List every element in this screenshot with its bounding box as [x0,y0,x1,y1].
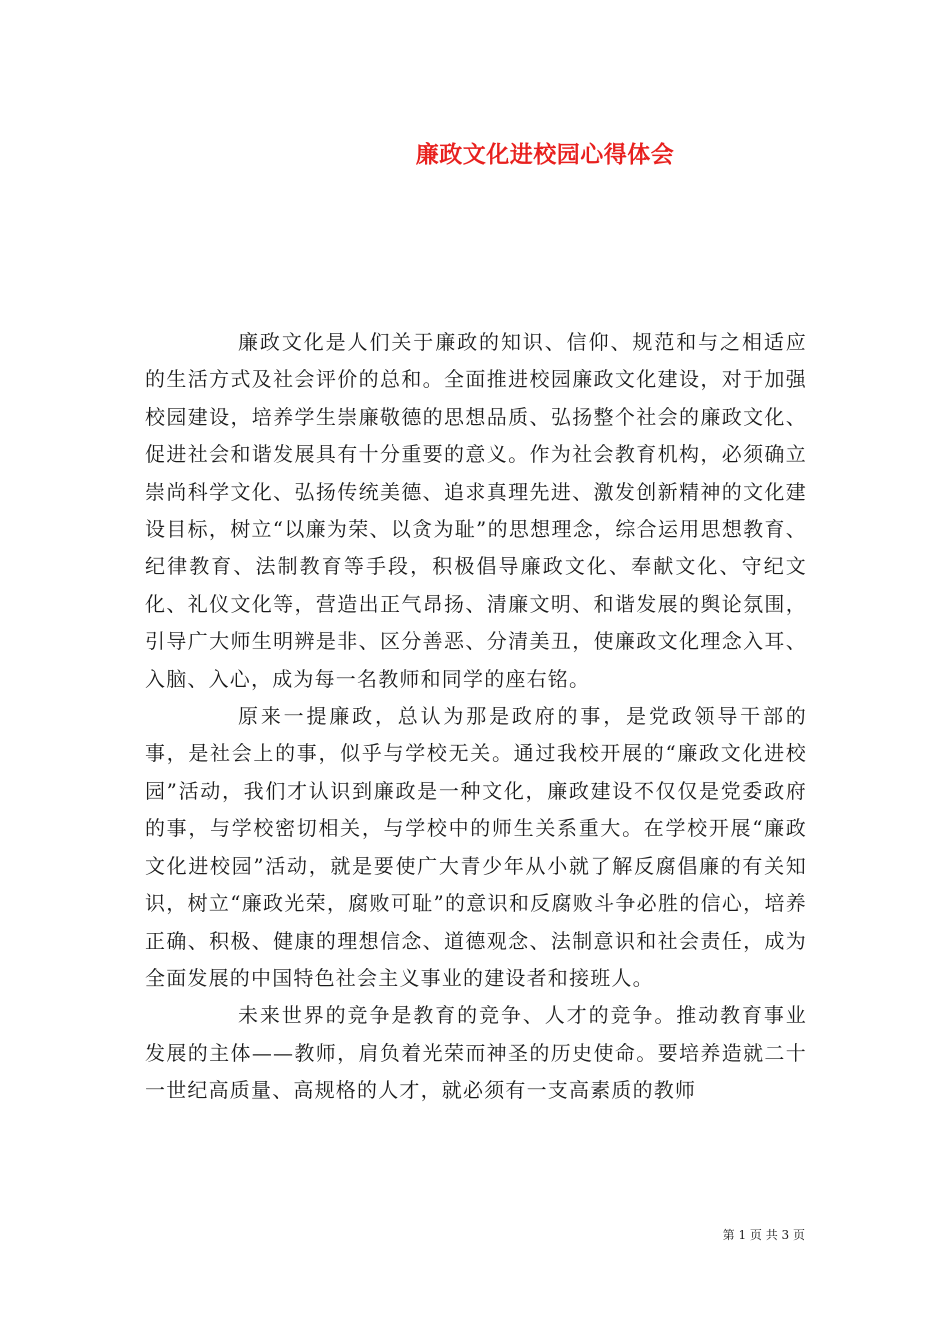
paragraph-3: 未来世界的竞争是教育的竞争、人才的竞争。推动教育事业发展的主体——教师，肩负着光荣而神圣的历史使命。要培养造就二十一世纪高质量、高规格的人才，就必须有一支高素质的教师 [145,1003,807,1103]
document-title: 廉政文化进校园心得体会 [415,141,675,168]
paragraph-1: 廉政文化是人们关于廉政的知识、信仰、规范和与之相适应的生活方式及社会评价的总和。全面推进校园廉政文化建设，对于加强校园建设，培养学生崇廉敬德的思想品质、弘扬整个社会的廉政文化、促进社会和谐发展具有十分重要的意义。作为社会教育机构，必须确立崇尚科学文化、弘扬传统美德、追求真理先进、激发创新精神的文化建设目标，树立“以廉为荣、以贪为耻”的思想理念，综合运用思想教育、纪律教育、法制教育等手段，积极倡导廉政文化、奉献文化、守纪文化、礼仪文化等，营造出正气昂扬、清廉文明、和谐发展的舆论氛围，引导广大师生明辨是非、区分善恶、分清美丑，使廉政文化理念入耳、入脑、入心，成为每一名教师和同学的座右铭。 [145,330,807,691]
document-body [145,324,807,1110]
paragraph-2: 原来一提廉政，总认为那是政府的事，是党政领导干部的事，是社会上的事，似乎与学校无关。通过我校开展的“廉政文化进校园”活动，我们才认识到廉政是一种文化，廉政建设不仅仅是党委政府的事，与学校密切相关，与学校中的师生关系重大。在学校开展“廉政文化进校园”活动，就是要使广大青少年从小就了解反腐倡廉的有关知识，树立“廉政光荣，腐败可耻”的意识和反腐败斗争必胜的信心，培养正确、积极、健康的理想信念、道德观念、法制意识和社会责任，成为全面发展的中国特色社会主义事业的建设者和接班人。 [145,704,807,990]
page-number-footer: 第 1 页 共 3 页 [722,1228,805,1242]
